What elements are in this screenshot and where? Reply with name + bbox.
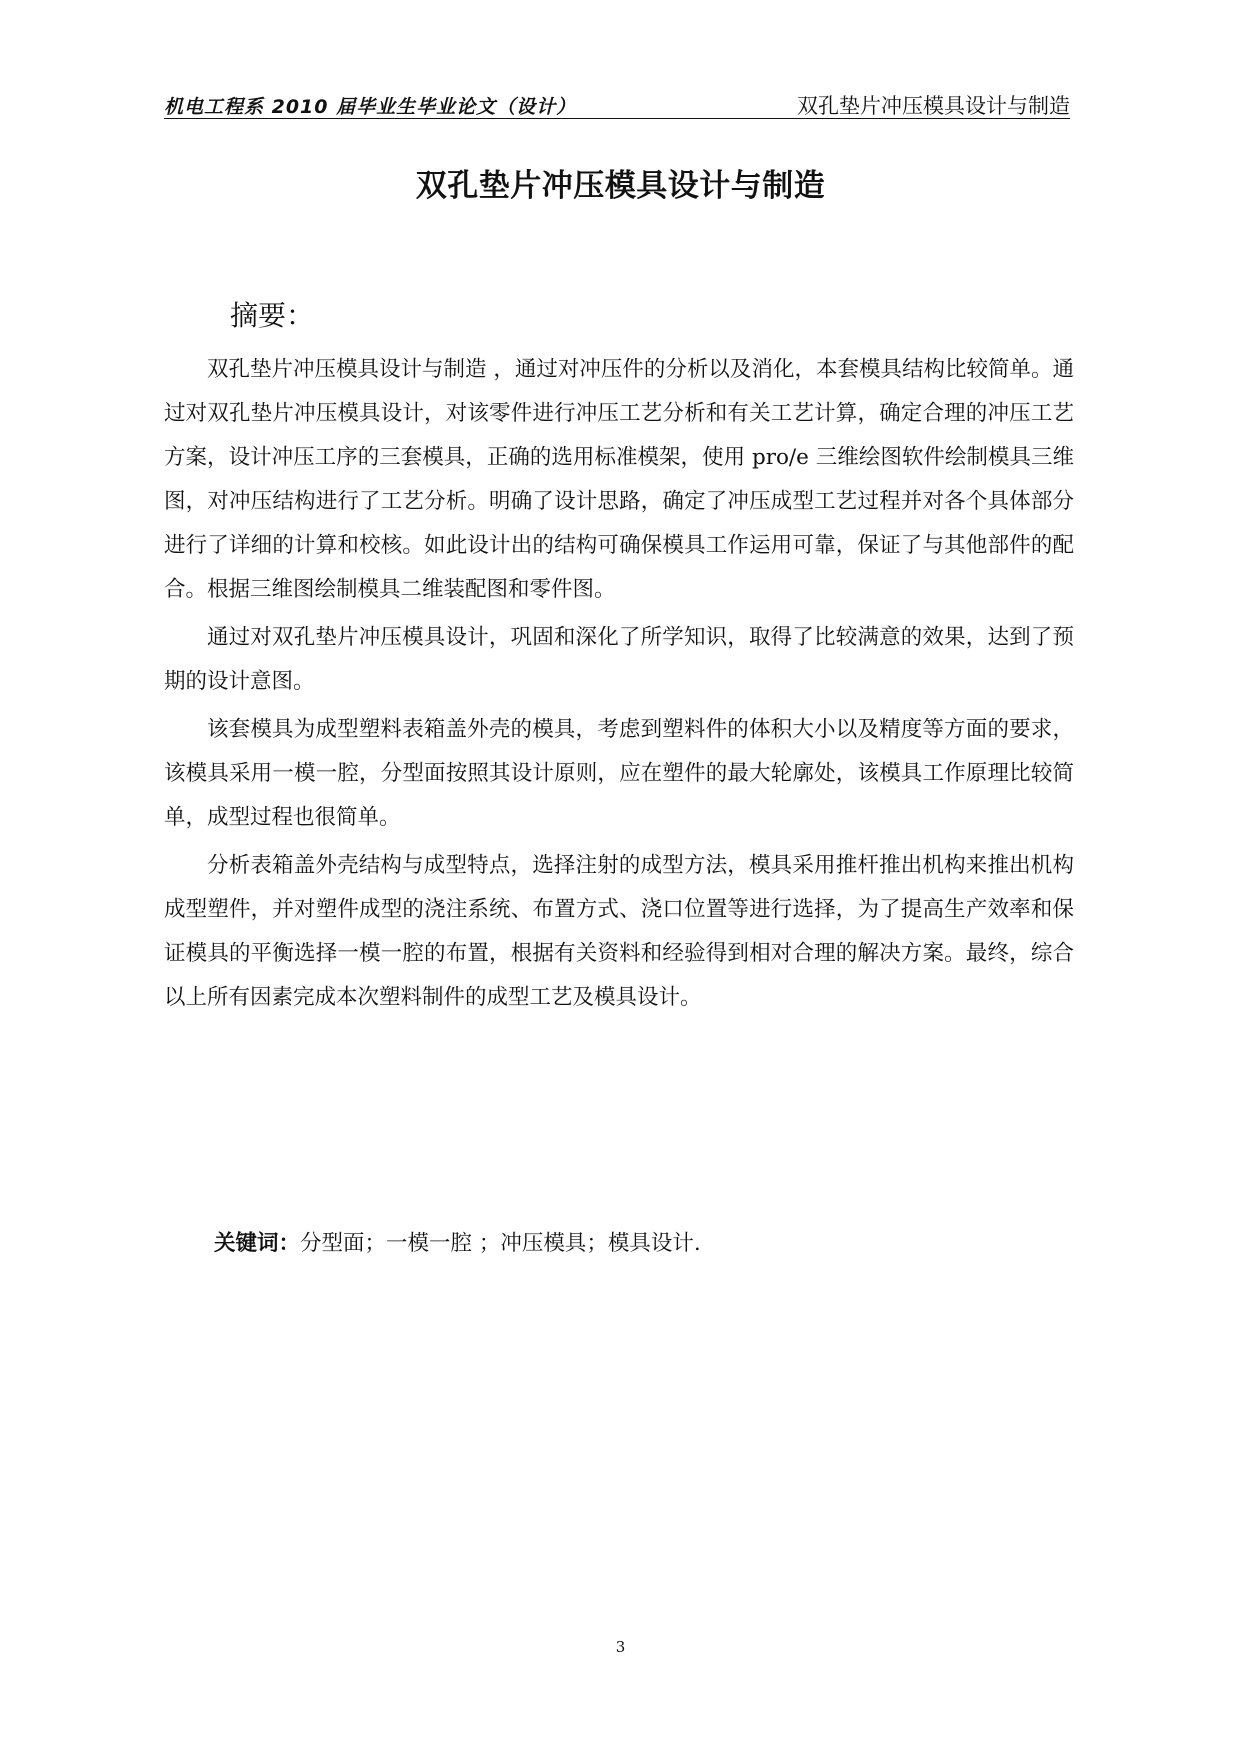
- keywords-label: 关键词：: [214, 1231, 301, 1256]
- abstract-paragraph: 该套模具为成型塑料表箱盖外壳的模具，考虑到塑料件的体积大小以及精度等方面的要求，该模具采用一模一腔，分型面按照其设计原则，应在塑件的最大轮廓处，该模具工作原理比较简单，成型过程也很简单。: [164, 717, 1074, 830]
- keywords-text: 分型面；一模一腔 ；冲压模具；模具设计.: [300, 1231, 701, 1256]
- header-institution: 机电工程系 2010 届毕业生毕业论文（设计）: [164, 96, 577, 118]
- running-header: [164, 88, 1070, 119]
- page-title: 双孔垫片冲压模具设计与制造: [415, 168, 826, 204]
- abstract-body: [164, 348, 1074, 1024]
- keywords-line: [214, 1226, 701, 1257]
- abstract-paragraph: 双孔垫片冲压模具设计与制造 ，通过对冲压件的分析以及消化，本套模具结构比较简单。通过对双孔垫片冲压模具设计，对该零件进行冲压工艺分析和有关工艺计算，确定合理的冲压工艺方案，设计冲压工序的三套模具，正确的选用标准模架，使用 pro/e 三维绘图软件绘制模具三维图，对冲压结构进行了工艺分析。明确了设计思路，确定了冲压成型工艺过程并对各个具体部分进行了详细的计算和校核。如此设计出的结构可确保模具工作运用可靠，保证了与其他部件的配合。根据三维图绘制模具二维装配图和零件图。: [164, 357, 1074, 602]
- abstract-heading: 摘要：: [230, 299, 315, 332]
- header-thesis-title: 双孔垫片冲压模具设计与制造: [797, 94, 1070, 118]
- page-number: 3: [615, 1638, 626, 1656]
- abstract-paragraph: 分析表箱盖外壳结构与成型特点，选择注射的成型方法，模具采用推杆推出机构来推出机构成型塑件，并对塑件成型的浇注系统、布置方式、浇口位置等进行选择，为了提高生产效率和保证模具的平衡选择一模一腔的布置，根据有关资料和经验得到相对合理的解决方案。最终，综合以上所有因素完成本次塑料制件的成型工艺及模具设计。: [164, 853, 1074, 1010]
- abstract-paragraph: 通过对双孔垫片冲压模具设计，巩固和深化了所学知识，取得了比较满意的效果，达到了预期的设计意图。: [164, 625, 1074, 694]
